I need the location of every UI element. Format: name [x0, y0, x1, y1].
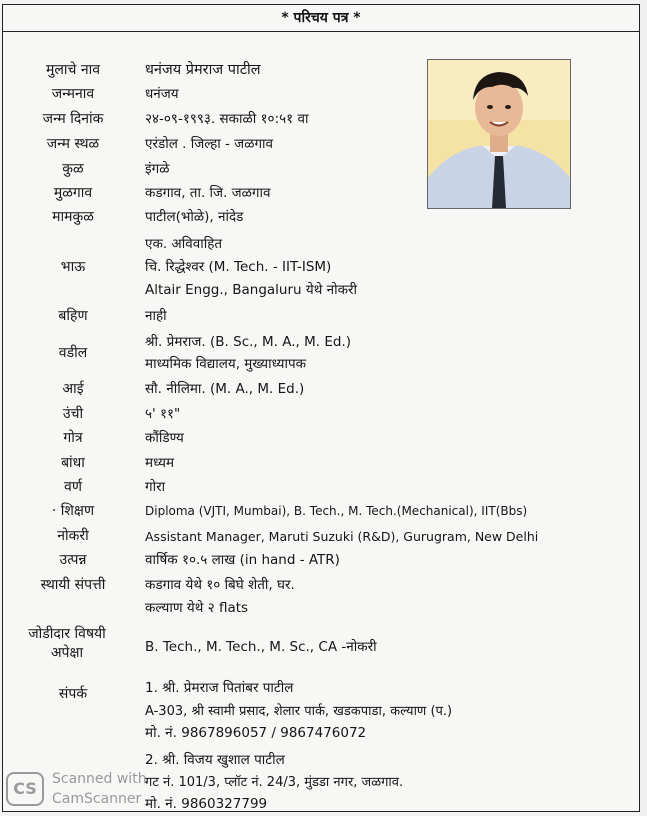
value-maternal-clan: पाटील(भोळे), नांदेड: [145, 209, 244, 225]
contact-1-name: 1. श्री. प्रेमराज पितांबर पाटील: [145, 680, 294, 696]
label-complexion: वर्ण: [64, 479, 82, 495]
label-native: मुळगाव: [53, 185, 93, 201]
value-sister: नाही: [145, 308, 167, 324]
label-birth-name: जन्मनाव: [51, 86, 95, 102]
person-illustration: [428, 60, 570, 208]
label-clan: कुळ: [62, 161, 84, 177]
page-edge: [640, 0, 647, 816]
label-expectation-2: अपेक्षा: [50, 645, 84, 661]
value-brother-3: Altair Engg., Bangaluru येथे नोकरी: [145, 282, 358, 298]
value-gotra: कौंडिण्य: [145, 430, 184, 446]
biodata-sheet: [2, 4, 640, 812]
label-property: स्थायी संपत्ती: [40, 577, 106, 593]
value-clan: इंगळे: [145, 161, 170, 177]
camscanner-logo: CS: [6, 772, 44, 806]
contact-2-name: 2. श्री. विजय खुशाल पाटील: [145, 752, 285, 768]
label-contact: संपर्क: [58, 686, 88, 702]
value-property-2: कल्याण येथे २ flats: [145, 600, 249, 616]
value-name: धनंजय प्रेमराज पाटील: [145, 62, 261, 78]
label-height: उंची: [62, 406, 84, 422]
label-maternal-clan: मामकुळ: [52, 209, 94, 225]
value-father-1: श्री. प्रेमराज. (B. Sc., M. A., M. Ed.): [145, 334, 351, 350]
label-income: उत्पन्न: [59, 552, 87, 568]
label-gotra: गोत्र: [63, 430, 83, 446]
value-native: कडगाव, ता. जि. जळगाव: [145, 185, 271, 201]
watermark-line-1: Scanned with: [52, 771, 147, 787]
label-job: नोकरी: [57, 528, 89, 544]
value-income: वार्षिक १०.५ लाख (in hand - ATR): [145, 552, 340, 568]
value-brother-2: चि. रिद्धेश्वर (M. Tech. - IIT-ISM): [145, 259, 332, 275]
label-education: · शिक्षण: [51, 503, 95, 519]
contact-2-phone: मो. नं. 9860327799: [145, 796, 268, 812]
value-education: Diploma (VJTI, Mumbai), B. Tech., M. Tech.(Mechanical), IIT(Bbs): [145, 504, 528, 518]
value-complexion: गोरा: [145, 479, 166, 495]
contact-2-address: गट नं. 101/3, प्लॉट नं. 24/3, मुंडडा नगर, जळगाव.: [145, 775, 404, 790]
page-title: * परिचय पत्र *: [3, 5, 639, 32]
contact-1-phone: मो. नं. 9867896057 / 9867476072: [145, 725, 367, 741]
label-brother: भाऊ: [60, 259, 86, 275]
value-birth-name: धनंजय: [145, 86, 179, 102]
value-brother-1: एक. अविवाहित: [145, 236, 223, 252]
value-property-1: कडगाव येथे १० बिघे शेती, घर.: [145, 577, 295, 593]
label-build: बांधा: [61, 455, 85, 471]
label-name: मुलाचे नाव: [45, 62, 100, 78]
label-birth-date: जन्म दिनांक: [42, 111, 104, 127]
label-sister: बहिण: [58, 308, 88, 324]
value-job: Assistant Manager, Maruti Suzuki (R&D), Gurugram, New Delhi: [145, 529, 539, 544]
watermark-line-2: CamScanner: [52, 791, 142, 807]
value-height: ५' ११": [145, 406, 181, 422]
label-birth-place: जन्म स्थळ: [46, 136, 100, 152]
value-mother: सौ. नीलिमा. (M. A., M. Ed.): [145, 381, 305, 397]
value-birth-place: एरंडोल . जिल्हा - जळगाव: [145, 136, 274, 152]
label-mother: आई: [62, 381, 84, 397]
label-father: वडील: [58, 345, 88, 361]
value-birth-date: २४-०९-१९९३. सकाळी १०:५१ वा: [145, 111, 309, 127]
value-expectation: B. Tech., M. Tech., M. Sc., CA -नोकरी: [145, 639, 377, 655]
label-expectation: जोडीदार विषयी: [28, 626, 106, 642]
camscanner-watermark: [6, 766, 156, 812]
contact-1-address: A-303, श्री स्वामी प्रसाद, शेलार पार्क, खडकपाडा, कल्याण (प.): [145, 704, 453, 719]
value-build: मध्यम: [145, 455, 175, 471]
value-father-2: माध्यमिक विद्यालय, मुख्याध्यापक: [145, 356, 307, 372]
profile-photo: [427, 59, 571, 209]
